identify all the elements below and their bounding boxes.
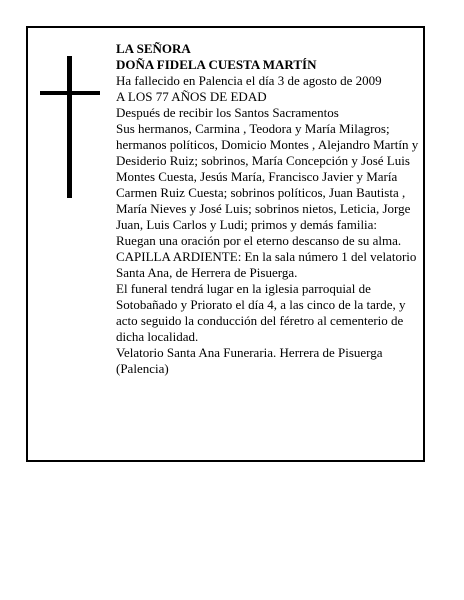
chapel-paragraph: CAPILLA ARDIENTE: En la sala número 1 del velatorio Santa Ana, de Herrera de Pisuerga. — [116, 249, 417, 280]
obituary-notice — [26, 26, 425, 462]
sacraments-line: Después de recibir los Santos Sacramentos — [116, 105, 339, 120]
prayer-line: Ruegan una oración por el eterno descanso de su alma. — [116, 233, 402, 248]
deceased-name: DOÑA FIDELA CUESTA MARTÍN — [116, 57, 317, 72]
title-line-1: LA SEÑORA — [116, 41, 191, 56]
cross-vertical-bar — [67, 56, 72, 198]
cross-icon — [40, 56, 100, 198]
funeral-paragraph: El funeral tendrá lugar en la iglesia parroquial de Sotobañado y Priorato el día 4, a las cinco de la tarde, y acto seguido la conducción del féretro al cementerio de dicha localidad. — [116, 281, 406, 344]
obituary-text — [116, 41, 421, 377]
death-announcement: Ha fallecido en Palencia el día 3 de agosto de 2009 — [116, 73, 382, 88]
family-paragraph: Sus hermanos, Carmina , Teodora y María Milagros; hermanos políticos, Domicio Montes , Alejandro Martín y Desiderio Ruiz; sobrinos, María Concepción y José Luis Montes Cuesta, Jesús María, Francisco Javier y María Carmen Ruiz Cuesta; sobrinos políticos, Juan Bautista , María Nieves y José Luis; sobrinos nietos, Leticia, Jorge Juan, Luis Carlos y Ludi; primos y demás familia: — [116, 121, 419, 232]
age-line: A LOS 77 AÑOS DE EDAD — [116, 89, 267, 104]
cross-horizontal-bar — [40, 91, 100, 95]
funeral-home-paragraph: Velatorio Santa Ana Funeraria. Herrera de Pisuerga (Palencia) — [116, 345, 383, 376]
